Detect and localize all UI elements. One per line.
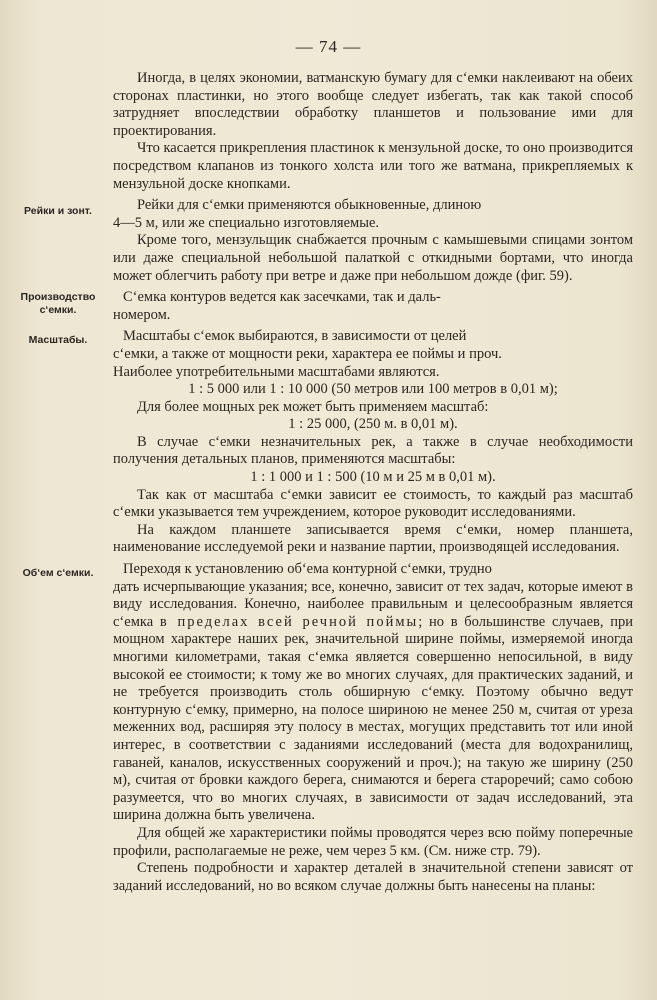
paragraph-text: 4—5 м, или же специально изготовляемые. xyxy=(113,214,380,231)
scale-formula: 1 : 5 000 или 1 : 10 000 (50 метров или 100 метров в 0,01 м); xyxy=(188,381,558,398)
scale-formula: 1 : 25 000, (250 м. в 0,01 м). xyxy=(288,416,458,433)
paragraph-text: Рейки для с‘емки применяются обыкновенные, длиною xyxy=(137,197,482,214)
paragraph-text: дать исчерпывающие указания; все, конечно, зависит от тех задач, которые имеют в виду исследования. Конечно, наиболее правильным и целесообразным является с‘емка xyxy=(113,578,633,630)
paragraph-text: С‘емка контуров ведется как засечками, так и даль- xyxy=(123,289,441,306)
paragraph: В случае с‘емки незначительных рек, а также в случае необходимости получения детальных планов, применяются масштабы: xyxy=(113,433,633,468)
paragraph-rails xyxy=(24,197,633,232)
side-heading-production: Производство с‘емки. xyxy=(20,291,96,317)
paragraph-volume xyxy=(22,561,634,825)
paragraph: Иногда, в целях экономии, ватманскую бумагу для с‘емки наклеивают на обеих сторонах пластинки, но этого вообще следует избегать, так как такой способ затрудняет впоследствии обработку планшетов и пользование ими для проектирования. xyxy=(113,70,633,139)
paragraph: Кроме того, мензульщик снабжается прочным с камышевыми спицами зонтом или даже специальной небольшой палаткой с откидными бортами, что иногда может облегчить работу при ветре и даже при небольшом дожде (фиг. 59). xyxy=(113,232,633,284)
paragraph: На каждом планшете записывается время с‘емки, номер планшета, наименование исследуемой реки и название партии, производящей исследования. xyxy=(113,521,633,556)
side-heading-scales: Масштабы. xyxy=(28,334,88,347)
paragraph-text: номером. xyxy=(113,306,171,323)
paragraph-scales xyxy=(28,328,633,363)
paragraph-text: Переходя к установлению об‘ема контурной с‘емки, трудно xyxy=(123,561,492,578)
spaced-emphasis: в пределах всей речной поймы xyxy=(159,613,419,630)
side-heading-volume: Об‘ем с‘емки. xyxy=(22,567,94,580)
body-text xyxy=(20,70,634,895)
paragraph: Степень подробности и характер деталей в значительной степени зависят от заданий исследований, но во всяком случае должны быть нанесены на планы: xyxy=(113,860,633,894)
paragraph: Что касается прикрепления пластинок к мензульной доске, то оно производится посредством клапанов из тонкого холста или того же ватмана, прикрепляемых к мензульной доске кнопками. xyxy=(113,140,633,192)
paragraph-text: ; но в большинстве случаев, при мощном характере наших рек, значительной ширине поймы, измеряемой иногда многими километрами, такая с‘емка является совершенно непосильной, в виду высокой ее стоимости; к тому же во многих случаях, для практических заданий, и не требуется производить столь обширную с‘емку. Поэтому обычно ведут контурную с‘емку, примерно, на полосе шириною не менее 250 м, считая от уреза меженних вод, расширяя эту полосу в местах, могущих представить тот или иной интерес, в соответствии с заданиями исследований (места для водохранилищ, гаваней, каналов, искусственных сооружений и проч.); на такую же ширину (250 м), считая от бровки каждого берега, снимаются и берега староречий; само собою разумеется, что во многих случаях, в зависимости от задач исследований, эта ширина должна быть увеличена. xyxy=(113,613,634,824)
paragraph-production xyxy=(20,289,633,324)
paragraph: Для общей же характеристики поймы проводятся через всю пойму поперечные профили, располагаемые не реже, чем через 5 км. (См. ниже стр. 79). xyxy=(113,824,633,859)
scale-formula: 1 : 1 000 и 1 : 500 (10 м и 25 м в 0,01 м). xyxy=(250,469,496,486)
paragraph: Для более мощных рек может быть применяем масштаб: xyxy=(137,398,489,415)
side-heading-rails: Рейки и зонт. xyxy=(24,205,92,218)
paragraph-text: Масштабы с‘емок выбираются, в зависимости от целей xyxy=(123,328,467,345)
paragraph-text: с‘емки, а также от мощности реки, характера ее поймы и проч. xyxy=(113,345,502,362)
paragraph: Наиболее употребительными масштабами являются. xyxy=(113,363,440,380)
paragraph: Так как от масштаба с‘емки зависит ее стоимость, то каждый раз масштаб с‘емки указывается тем учреждением, которое руководит исследованиями. xyxy=(113,486,633,521)
page-number: — 74 — xyxy=(295,37,362,56)
